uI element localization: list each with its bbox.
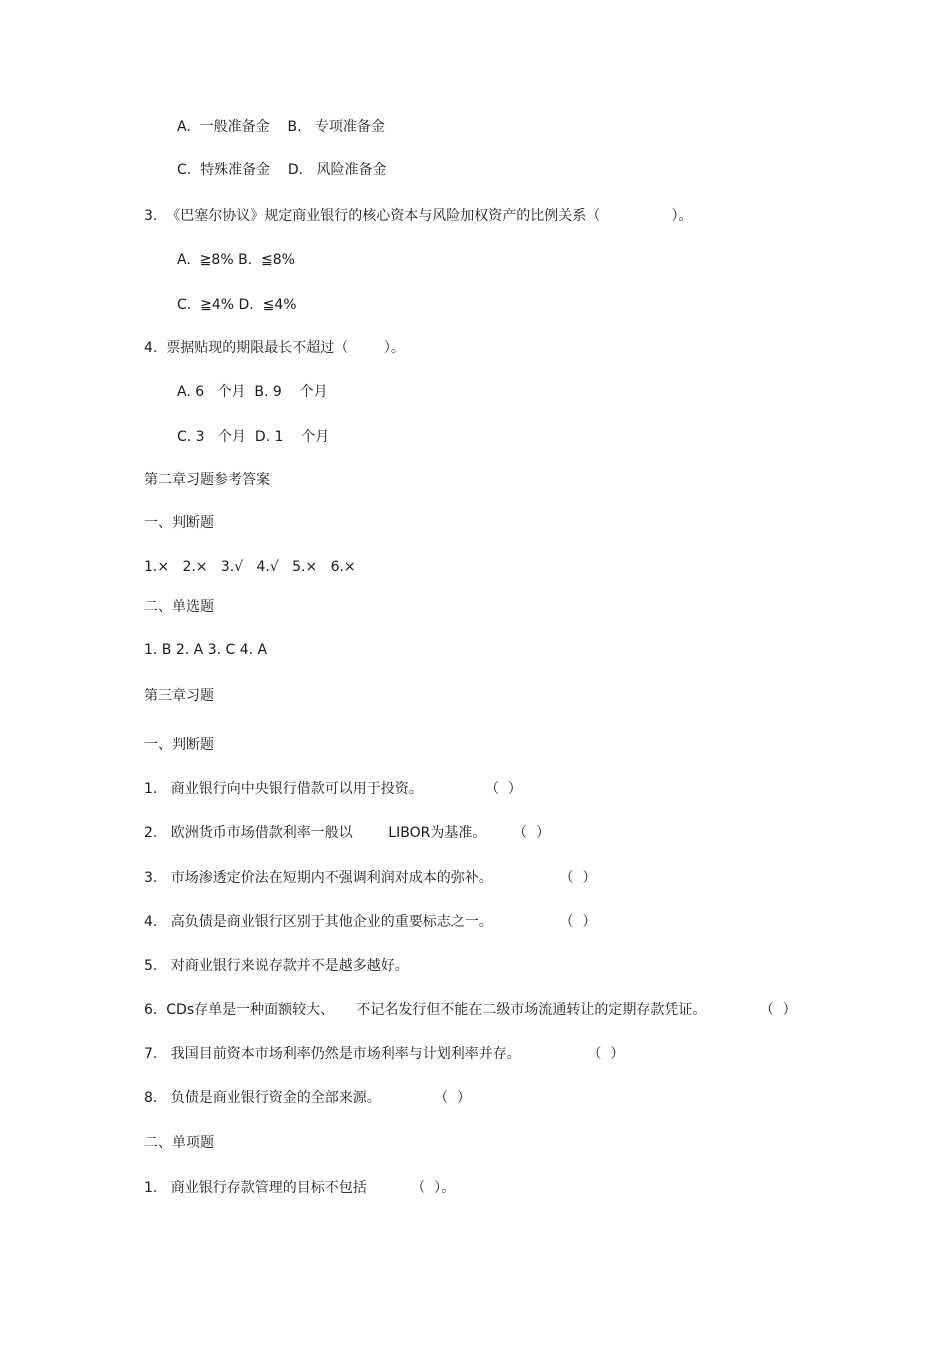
ch3-tf-item: 7. 我国目前资本市场利率仍然是市场利率与计划利率并存。 （ ） xyxy=(144,1046,625,1062)
q2-option-cd: C. 特殊准备金 D. 风险准备金 xyxy=(177,162,387,178)
ch2-tf-heading: 一、判断题 xyxy=(144,515,214,531)
q3-option-ab: A. ≧8% B. ≦8% xyxy=(177,252,295,268)
q3-option-cd: C. ≧4% D. ≦4% xyxy=(177,297,297,313)
ch3-tf-item: 5. 对商业银行来说存款并不是越多越好。 xyxy=(144,958,409,974)
ch2-answers-title: 第二章习题参考答案 xyxy=(144,472,270,488)
q4-option-cd: C. 3 个月 D. 1 个月 xyxy=(177,429,330,445)
ch2-sc-answers: 1. B 2. A 3. C 4. A xyxy=(144,642,268,658)
ch3-sc-q1: 1. 商业银行存款管理的目标不包括 （ ）。 xyxy=(144,1180,456,1196)
ch3-tf-item: 1. 商业银行向中央银行借款可以用于投资。 （ ） xyxy=(144,781,522,797)
ch2-tf-answers: 1.× 2.× 3.√ 4.√ 5.× 6.× xyxy=(144,559,356,575)
ch3-tf-heading: 一、判断题 xyxy=(144,737,214,753)
ch3-tf-item: 3. 市场渗透定价法在短期内不强调利润对成本的弥补。 （ ） xyxy=(144,870,597,886)
ch3-tf-item: 4. 高负债是商业银行区别于其他企业的重要标志之一。 （ ） xyxy=(144,914,597,930)
q4-stem: 4. 票据贴现的期限最长不超过（ ）。 xyxy=(144,340,405,356)
ch3-tf-item: 8. 负债是商业银行资金的全部来源。 （ ） xyxy=(144,1090,472,1106)
ch2-sc-heading: 二、单选题 xyxy=(144,599,214,615)
ch3-tf-item: 2. 欧洲货币市场借款利率一般以 LIBOR为基准。 （ ） xyxy=(144,825,550,841)
ch3-tf-item: 6. CDs存单是一种面额较大、 不记名发行但不能在二级市场流通转让的定期存款凭证。 （ ） xyxy=(144,1002,797,1018)
ch3-title: 第三章习题 xyxy=(144,688,214,704)
q2-option-ab: A. 一般准备金 B. 专项准备金 xyxy=(177,119,385,135)
ch3-sc-heading: 二、单项题 xyxy=(144,1135,214,1151)
q4-option-ab: A. 6 个月 B. 9 个月 xyxy=(177,384,328,400)
q3-stem: 3. 《巴塞尔协议》规定商业银行的核心资本与风险加权资产的比例关系（ ）。 xyxy=(144,208,693,224)
